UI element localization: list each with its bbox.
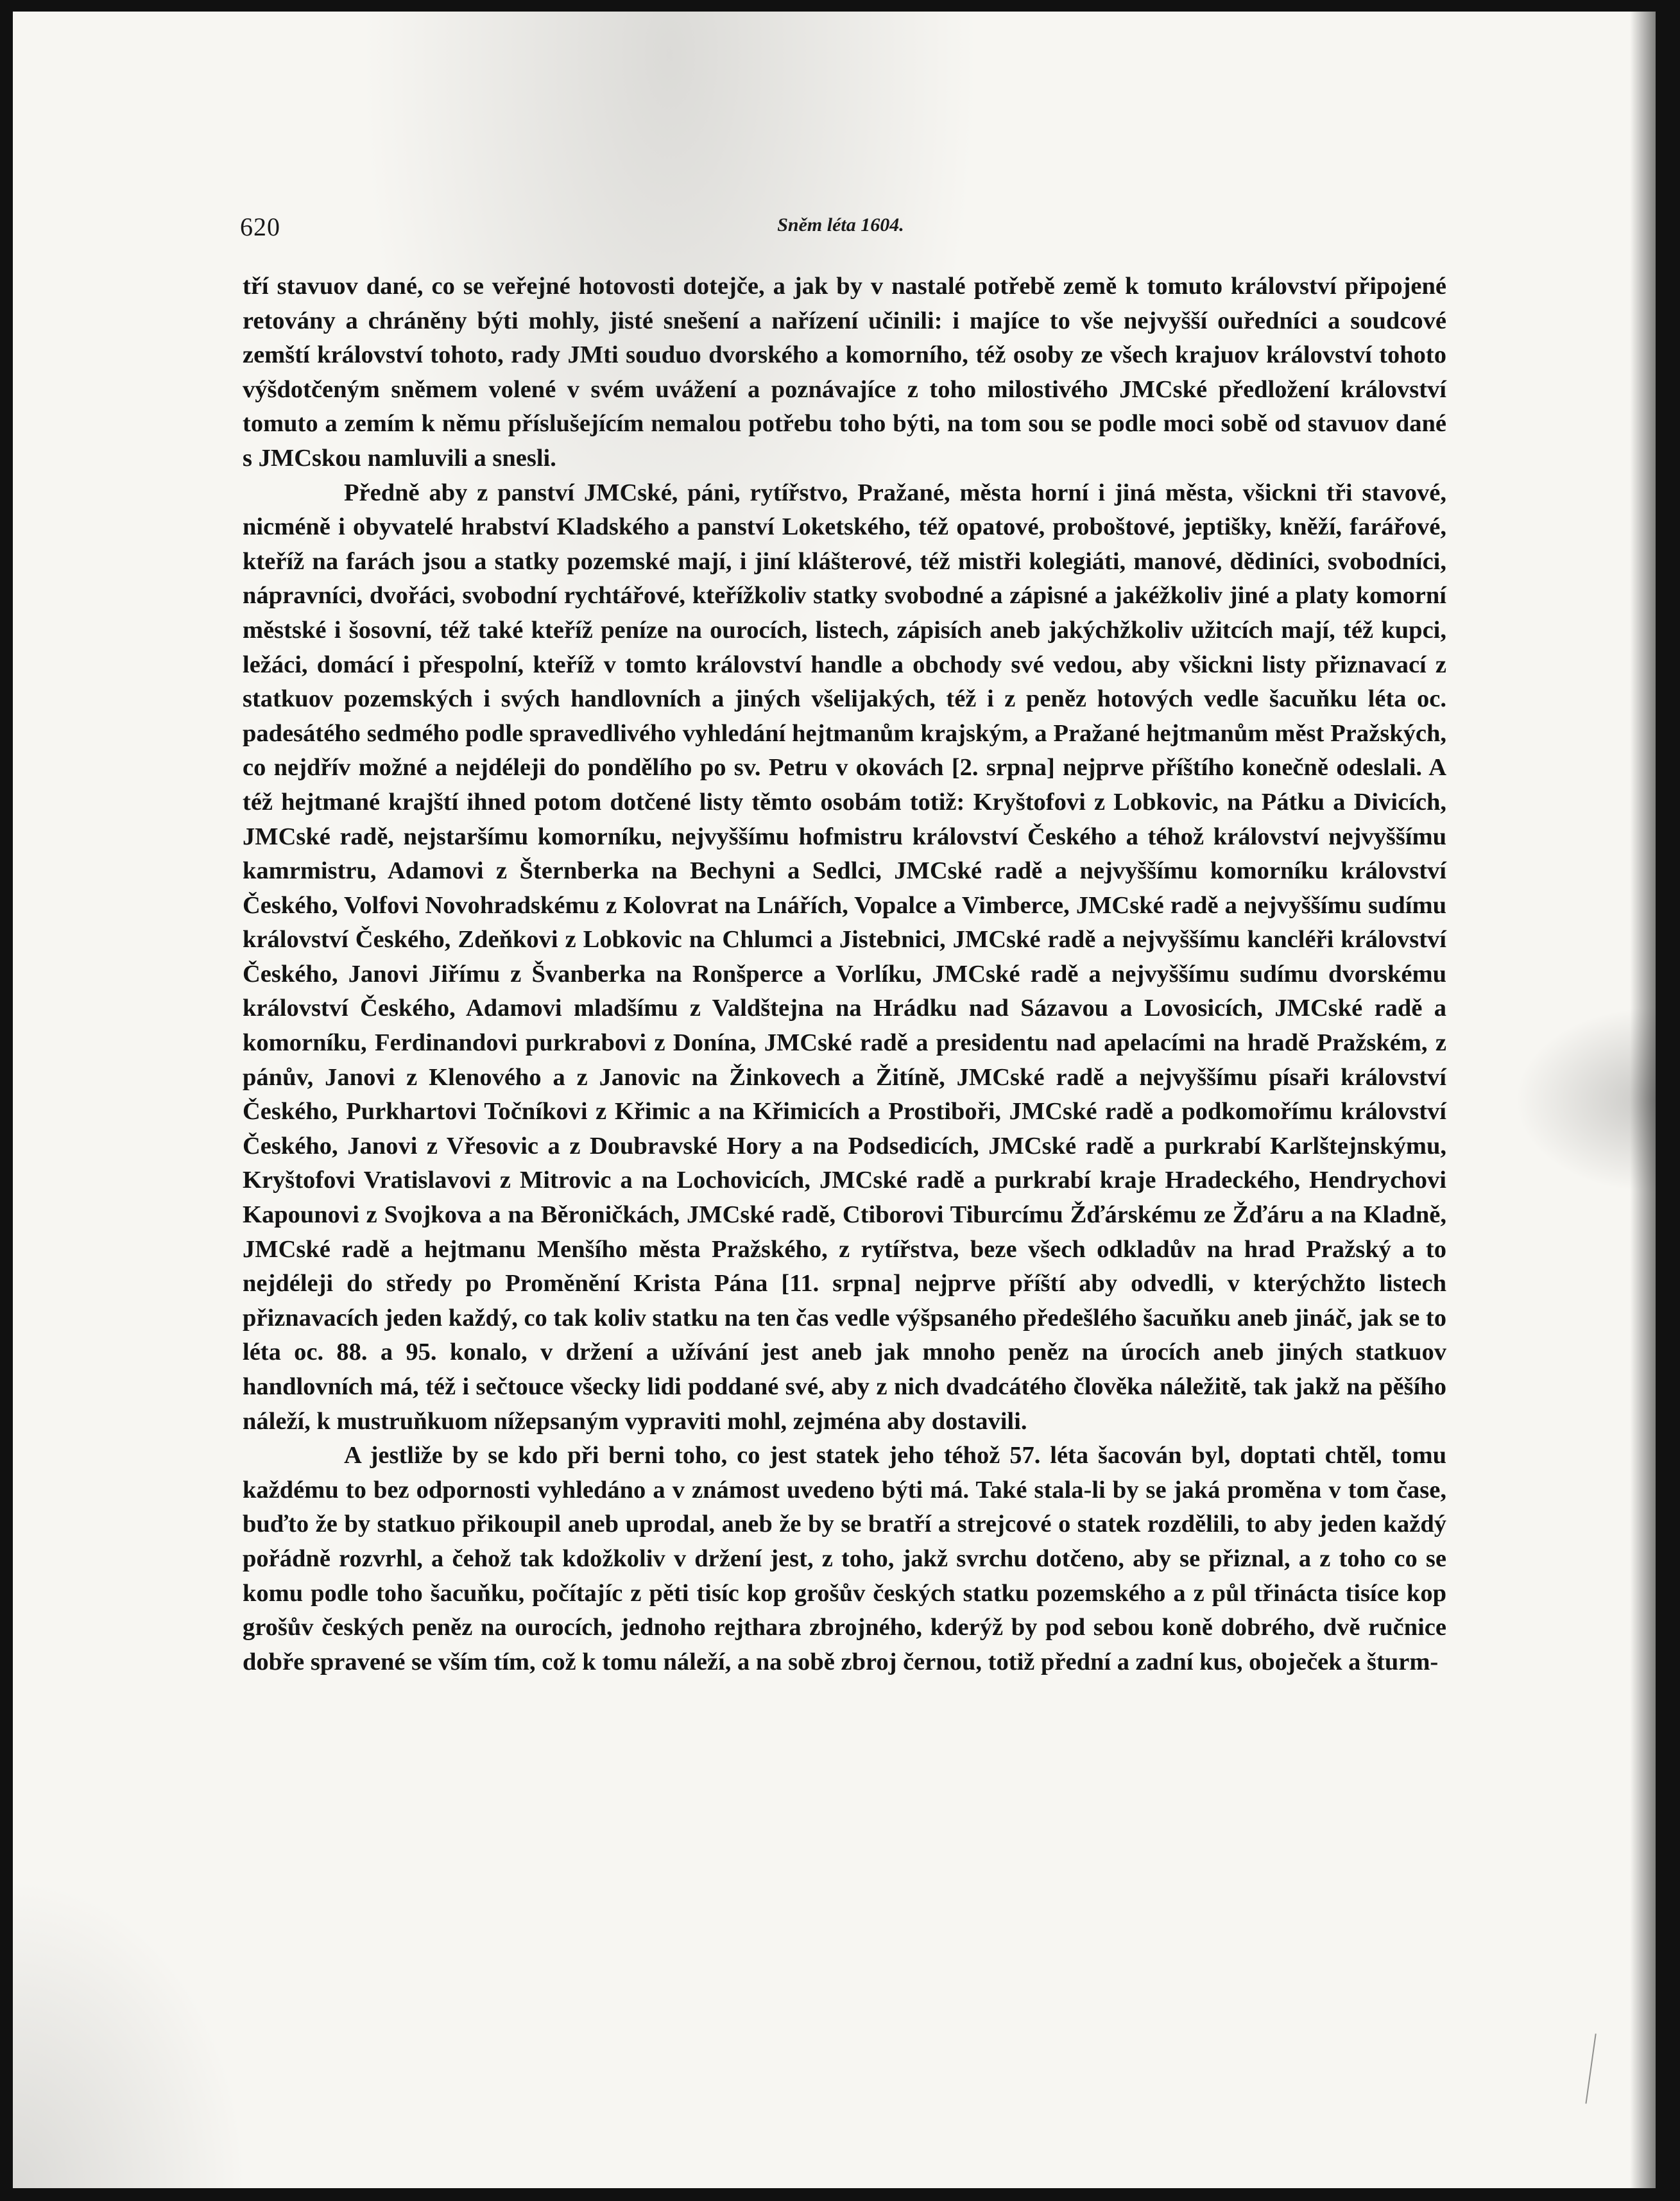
paragraph-1: tří stavuov dané, co se veřejné hotovosti dotejče, a jak by v nastalé potřebě země k tomuto království připojené retovány a chráněny býti mohly, jisté snešení a nařízení učinili: i majíce to vše nejvyšší ouředníci a soudcové zemští království tohoto, rady JMti souduo dvorského a komorního, též osoby ze všech krajuov království tohoto výšdotčeným sněmem volené v svém uvážení a poznávajíce z toho milostivého JMCské předložení království tomuto a zemím k němu příslušejícím nemalou potřebu toho býti, na tom sou se podle moci sobě od stavuov dané s JMCskou namluvili a snesli. bbox=[243, 273, 1446, 472]
running-title: Sněm léta 1604. bbox=[777, 214, 904, 236]
page-number: 620 bbox=[240, 212, 280, 241]
paragraph-3: A jestliže by se kdo při berni toho, co jest statek jeho téhož 57. léta šacován byl, doptati chtěl, tomu každému to bez odpornosti vyhledáno a v známost uvedeno býti má. Také stala-li by se jaká proměna v tom čase, buďto že by statkuo přikoupil aneb uprodal, aneb že by se bratří a strejcové o statek rozdělili, to aby jeden každý pořádně rozvrhl, a čehož tak kdožkoliv v držení jest, z toho, jakž svrchu dotčeno, aby se přiznal, a z toho co se komu podle toho šacuňku, počítajíc z pěti tisíc kop grošův českých statku pozemského a z půl třinácta tisíce kop grošův českých peněz na ourocích, jednoho rejthara zbrojného, kderýž by pod sebou koně dobrého, dvě ručnice dobře spravené se vším tím, což k tomu náleží, a na sobě zbroj černou, totiž přední a zadní kus, oboječek a šturm- bbox=[243, 1442, 1446, 1675]
paragraph-2: Předně aby z panství JMCské, páni, rytířstvo, Pražané, města horní i jiná města, všickni tři stavové, nicméně i obyvatelé hrabství Kladského a panství Loketského, též opatové, proboštové, jeptišky, kněží, farářové, kteříž na farách jsou a statky pozemské mají, i jiní klášterové, též mistři kolegiáti, manové, dědiníci, svobodníci, nápravníci, dvořáci, svobodní rychtářové, kteřížkoliv statky svobodné a zápisné a jakéžkoliv jiné a platy komorní městské i šosovní, též také kteříž peníze na ourocích, listech, zápisích aneb jakýchžkoliv užitcích mají, též kupci, ležáci, domácí i přespolní, kteříž v tomto království handle a obchody své vedou, aby všickni listy přiznavací z statkuov pozemských i svých handlovních a jiných všelijakých, též i z peněz hotových vedle šacuňku léta oc. padesátého sedmého podle spravedlivého vyhledání hejtmanům krajským, a Pražané hejtmanům měst Pražských, co nejdřív možné a nejdéleji do pondělího po sv. Petru v okovách [2. srpna] nejprve příštího konečně odeslali. A též hejtmané krajští ihned potom dotčené listy těmto osobám totiž: Kryštofovi z Lobkovic, na Pátku a Divicích, JMCské radě, nejstaršímu komorníku, nejvyššímu hofmistru království Českého a téhož království nejvyššímu kamrmistru, Adamovi z Šternberka na Bechyni a Sedlci, JMCské radě a nejvyššímu komorníku království Českého, Volfovi Novohradskému z Kolovrat na Lnářích, Vopalce a Vimberce, JMCské radě a nejvyššímu sudímu království Českého, Zdeňkovi z Lobkovic na Chlumci a Jistebnici, JMCské radě a nejvyššímu kancléři království Českého, Janovi Jiřímu z Švanberka na Ronšperce a Vorlíku, JMCské radě a nejvyššímu sudímu dvorskému království Českého, Adamovi mladšímu z Valdštejna na Hrádku nad Sázavou a Lovosicích, JMCské radě a komorníku, Ferdinandovi purkrabovi z Donína, JMCské radě a presidentu nad apelacími na hradě Pražském, z pánův, Janovi z Klenového a z Janovic na Žinkovech a Žitíně, JMCské radě a nejvyššímu písaři království Českého, Purkhartovi Točníkovi z Křimic a na Křimicích a Prostiboři, JMCské radě a podkomořímu království Českého, Janovi z Vřesovic a z Doubravské Hory a na Podsedicích, JMCské radě a purkrabí Karlštejnskýmu, Kryštofovi Vratislavovi z Mitrovic a na Lochovicích, JMCské radě a purkrabí kraje Hradeckého, Hendrychovi Kapounovi z Svojkova a na Běroničkách, JMCské radě, Ctiborovi Tiburcímu Žďárskému ze Žďáru a na Kladně, JMCské radě a hejtmanu Menšího města Pražského, z rytířstva, beze všech odkladův na hrad Pražský a to nejdéleji do středy po Proměnění Krista Pána [11. srpna] nejprve příští aby odvedli, v kterýchžto listech přiznavacích jeden každý, co tak koliv statku na ten čas vedle výšpsaného předešlého šacuňku aneb jináč, jak se to léta oc. 88. a 95. konalo, v držení a užívání jest aneb jak mnoho peněz na úrocích aneb jiných statkuov handlovních má, též i sečtouce všecky lidi poddané své, aby z nich dvadcátého člověka náležitě, tak jakž na pěšího náleží, k mustruňkuom nížepsaným vypraviti mohl, zejména aby dostavili. bbox=[243, 479, 1446, 1435]
page-header bbox=[231, 212, 1450, 250]
page-edge-shadow bbox=[1630, 12, 1656, 2188]
body-text bbox=[243, 270, 1446, 1679]
